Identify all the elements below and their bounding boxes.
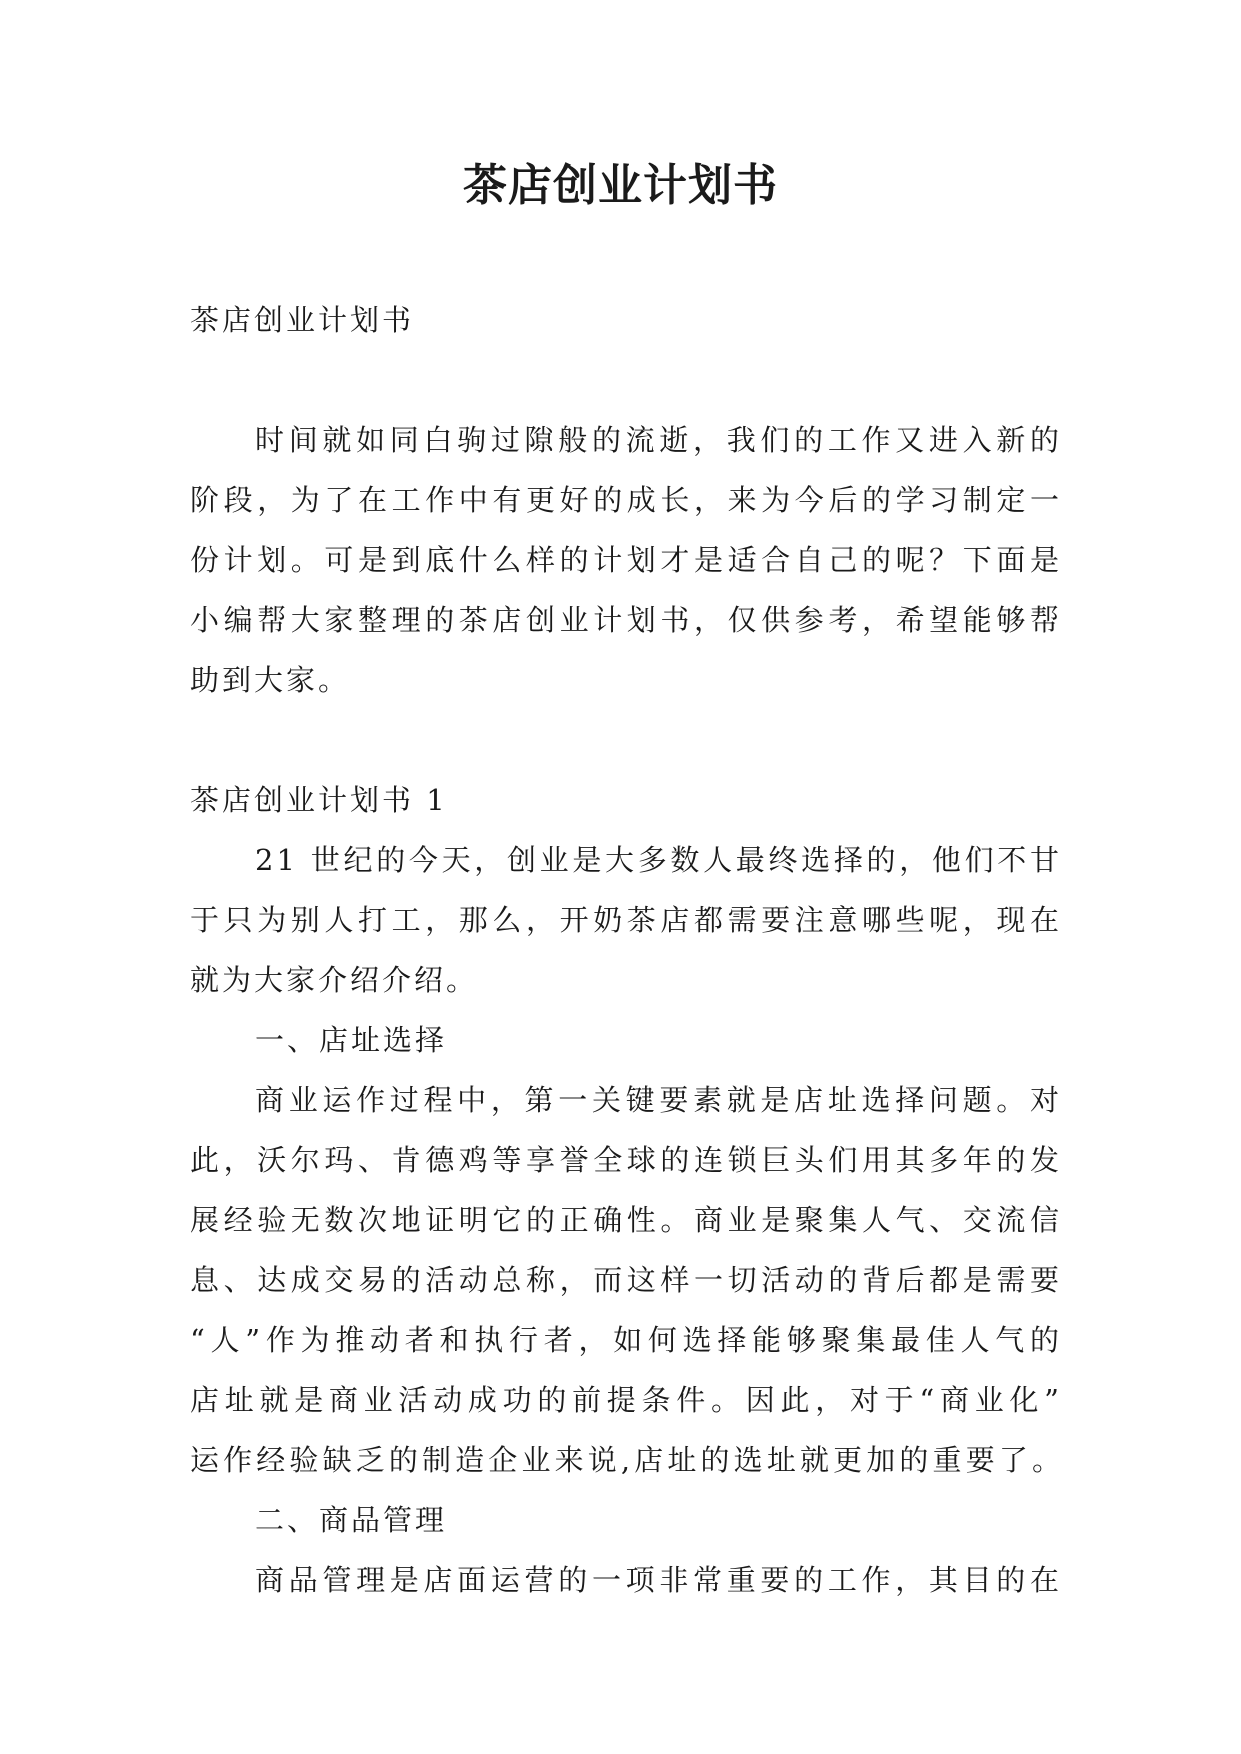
intro-line: 份计划。可是到底什么样的计划才是适合自己的呢？下面是 <box>190 543 1062 577</box>
product-management-paragraph <box>190 1550 1062 1610</box>
section1-line: 于只为别人打工，那么，开奶茶店都需要注意哪些呢，现在 <box>190 903 1062 937</box>
intro-line: 阶段，为了在工作中有更好的成长，来为今后的学习制定一 <box>190 483 1062 517</box>
paragraph-line: 商品管理是店面运营的一项非常重要的工作，其目的在 <box>255 1563 1062 1597</box>
paragraph-line: 店址就是商业活动成功的前提条件。因此，对于“商业化” <box>190 1383 1062 1417</box>
document-title: 茶店创业计划书 <box>463 160 778 211</box>
intro-line: 小编帮大家整理的茶店创业计划书，仅供参考，希望能够帮 <box>190 603 1062 637</box>
paragraph-line: “人”作为推动者和执行者，如何选择能够聚集最佳人气的 <box>190 1323 1062 1357</box>
spacer <box>190 350 1062 410</box>
paragraph-line: 商业运作过程中，第一关键要素就是店址选择问题。对 <box>255 1083 1062 1117</box>
document-subtitle: 茶店创业计划书 <box>190 303 415 337</box>
site-selection-paragraph <box>190 1070 1062 1490</box>
paragraph-line: 运作经验缺乏的制造企业来说,店址的选址就更加的重要了。 <box>190 1443 1062 1477</box>
paragraph-line: 展经验无数次地证明它的正确性。商业是聚集人气、交流信 <box>190 1203 1062 1237</box>
intro-line: 时间就如同白驹过隙般的流逝，我们的工作又进入新的 <box>255 423 1062 457</box>
intro-paragraph <box>190 410 1062 710</box>
section1-line: 就为大家介绍介绍。 <box>190 963 479 997</box>
section1-paragraph <box>190 830 1062 1010</box>
document-body <box>190 290 1062 1610</box>
section1-line: 21 世纪的今天，创业是大多数人最终选择的，他们不甘 <box>255 843 1062 877</box>
paragraph-line: 此，沃尔玛、肯德鸡等享誉全球的连锁巨头们用其多年的发 <box>190 1143 1062 1177</box>
section-heading: 茶店创业计划书 1 <box>190 783 448 817</box>
spacer <box>190 710 1062 770</box>
paragraph-line: 息、达成交易的活动总称，而这样一切活动的背后都是需要 <box>190 1263 1062 1297</box>
subheading-product-management: 二、商品管理 <box>255 1503 448 1537</box>
subheading-site-selection: 一、店址选择 <box>255 1023 448 1057</box>
intro-line: 助到大家。 <box>190 663 351 697</box>
